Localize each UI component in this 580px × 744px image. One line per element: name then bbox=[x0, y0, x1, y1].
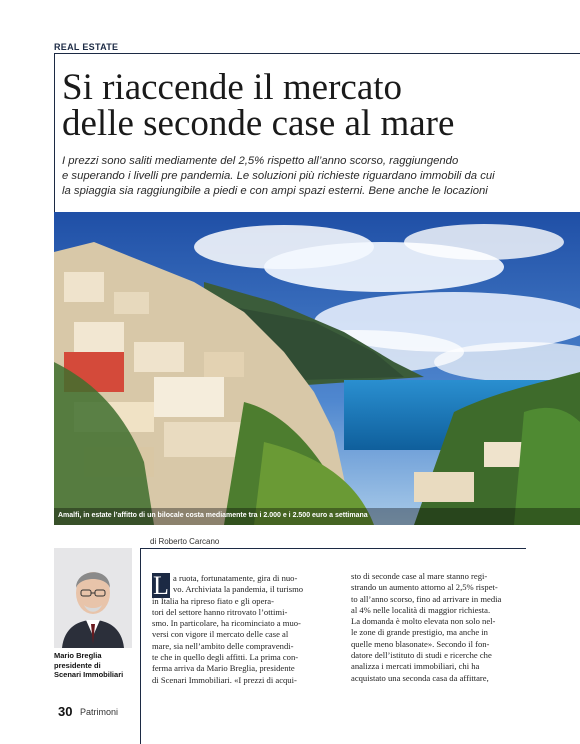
standfirst-line: la spiaggia sia raggiungibile a piedi e con ampi spazi esterni. Bene anche le locazioni bbox=[62, 185, 488, 197]
body-line: ferma arriva da Mario Breglia, presidente bbox=[152, 663, 295, 674]
photo-caption: Amalfi, in estate l’affitto di un bilocale costa mediamente tra i 2.000 e i 2.500 euro a settimana bbox=[58, 512, 368, 519]
magazine-name: Patrimoni bbox=[80, 707, 119, 717]
body-line: di Scenari Immobiliari. «I prezzi di acqui- bbox=[152, 674, 297, 685]
body-line: al 4% nelle località di maggior richiesta. bbox=[351, 604, 491, 615]
body-line: tori del settore hanno ritrovato l’ottimi- bbox=[152, 606, 288, 617]
portrait-caption-line: Mario Breglia bbox=[54, 651, 102, 660]
body-line: La domanda è molto elevata non solo nel- bbox=[351, 616, 496, 627]
body-line: acquistato una seconda casa da affittare, bbox=[351, 672, 489, 683]
byline: di Roberto Carcano bbox=[150, 537, 220, 546]
body-line: quelle meno blasonate». Secondo il fon- bbox=[351, 638, 490, 649]
body-line: te che in quello degli affitti. La prima con- bbox=[152, 652, 299, 663]
portrait-photo bbox=[54, 548, 132, 648]
drop-cap: L bbox=[153, 571, 169, 600]
body-line: le zone di grande prestigio, ma anche in bbox=[351, 627, 488, 638]
section-label: REAL ESTATE bbox=[54, 42, 119, 52]
column-rule bbox=[140, 548, 141, 744]
headline-line: Si riaccende il mercato bbox=[62, 67, 403, 108]
body-line: datore dell’istituto di studi e ricerche che bbox=[351, 650, 492, 661]
body-line: versi con vigore il mercato delle case al bbox=[152, 629, 289, 640]
body-line: smo. In particolare, ha ricominciato a muo- bbox=[152, 618, 301, 629]
byline-rule bbox=[140, 548, 526, 549]
page-number: 30 bbox=[58, 704, 73, 719]
body-line: a ruota, fortunatamente, gira di nuo- bbox=[173, 573, 298, 583]
body-line: sto di seconde case al mare stanno regi- bbox=[351, 571, 488, 581]
hero-photo bbox=[54, 212, 580, 525]
body-line: vo. Archiviata la pandemia, il turismo bbox=[173, 584, 304, 595]
body-line: to all’anno scorso, fino ad arrivare in media bbox=[351, 593, 502, 604]
portrait-caption-line: Scenari Immobiliari bbox=[54, 670, 124, 679]
body-line: mare, sia nell’ambito delle compravendi- bbox=[152, 640, 294, 651]
standfirst bbox=[62, 154, 562, 199]
body-column-1 bbox=[152, 573, 332, 686]
headline bbox=[62, 67, 562, 144]
body-column-2 bbox=[351, 571, 527, 684]
body-line: strando un aumento attorno al 2,5% rispet- bbox=[351, 582, 498, 593]
portrait-caption bbox=[54, 651, 138, 680]
top-rule bbox=[54, 53, 580, 54]
body-line: analizza i mercati immobiliari, chi ha bbox=[351, 661, 480, 672]
portrait-caption-line: presidente di bbox=[54, 660, 101, 670]
headline-line: delle seconde case al mare bbox=[62, 103, 455, 144]
body-line: in Italia ha ripreso fiato e gli opera- bbox=[152, 595, 274, 606]
standfirst-line: e superando i livelli pre pandemia. Le soluzioni più richieste riguardano immobili da cui bbox=[62, 170, 495, 182]
standfirst-line: I prezzi sono saliti mediamente del 2,5% rispetto all’anno scorso, raggiungendo bbox=[62, 155, 459, 167]
